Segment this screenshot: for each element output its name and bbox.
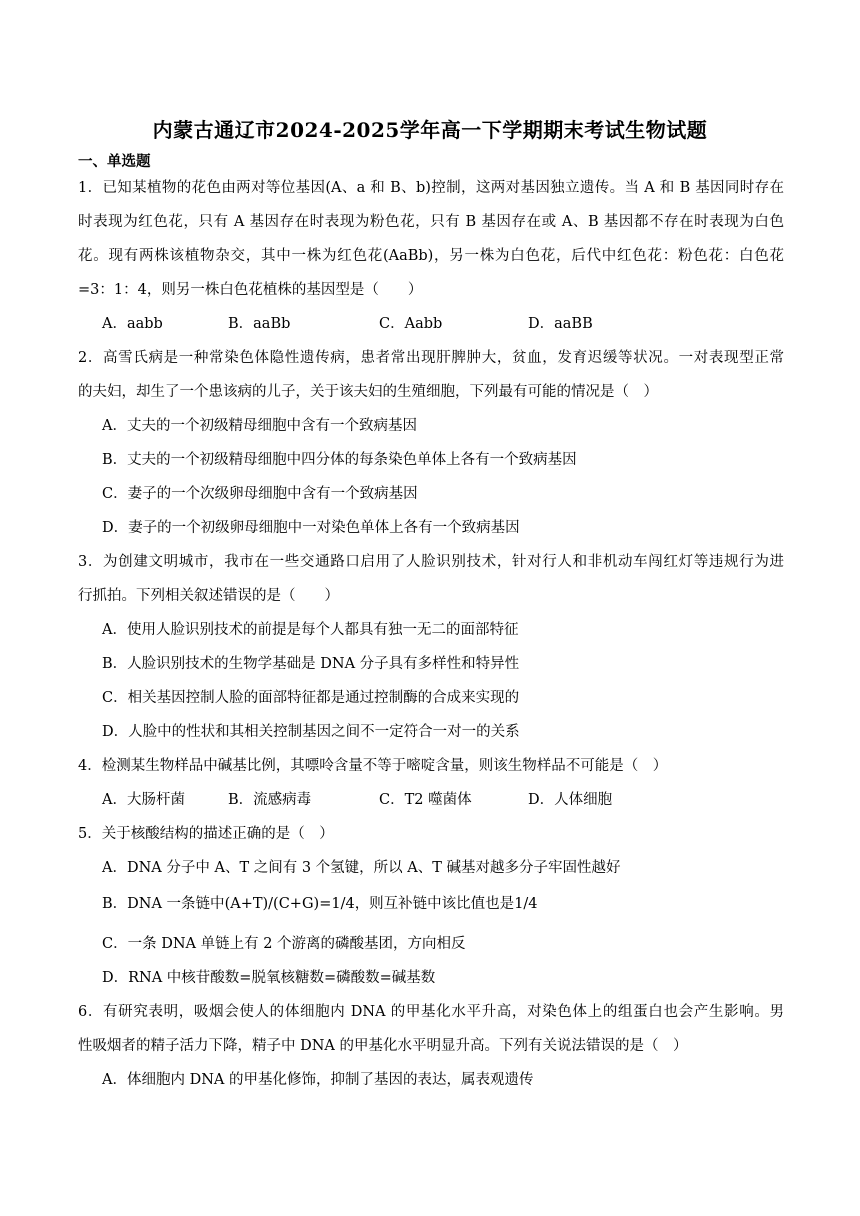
q2-option-c: C．妻子的一个次级卵母细胞中含有一个致病基因 bbox=[102, 486, 418, 502]
q3-line-1: 3．为创建文明城市，我市在一些交通路口启用了人脸识别技术，针对行人和非机动车闯红灯等违规行为进 bbox=[78, 554, 784, 570]
q1-option-a: A．aabb bbox=[102, 316, 163, 332]
section-heading: 一、单选题 bbox=[78, 153, 151, 170]
q1-option-c: C．Aabb bbox=[379, 316, 443, 332]
q6-option-a: A．体细胞内 DNA 的甲基化修饰，抑制了基因的表达，属表观遗传 bbox=[102, 1072, 534, 1088]
q5-option-b-value: 1/4 bbox=[514, 896, 538, 912]
q4-option-a: A．大肠杆菌 bbox=[102, 792, 185, 808]
q2-line-2: 的夫妇，却生了一个患该病的儿子，关于该夫妇的生殖细胞，下列最有可能的情况是（ ） bbox=[78, 384, 658, 400]
q5-option-b-text: B．DNA 一条链中 bbox=[102, 896, 225, 912]
q2-line-1: 2．高雪氏病是一种常染色体隐性遗传病，患者常出现肝脾肿大，贫血，发育迟缓等状况。一对表现型正常 bbox=[78, 350, 784, 366]
q5-option-b-text-2: ，则互补链中该比值也是 bbox=[354, 896, 515, 912]
q5-option-a: A．DNA 分子中 A、T 之间有 3 个氢键，所以 A、T 碱基对越多分子牢固性越好 bbox=[102, 860, 621, 876]
q5-option-d: D．RNA 中核苷酸数=脱氧核糖数=磷酸数=碱基数 bbox=[102, 970, 436, 986]
q3-option-c: C．相关基因控制人脸的面部特征都是通过控制酶的合成来实现的 bbox=[102, 690, 520, 706]
q3-option-b: B．人脸识别技术的生物学基础是 DNA 分子具有多样性和特异性 bbox=[102, 656, 520, 672]
q5-option-b bbox=[102, 894, 538, 914]
q5-option-c: C．一条 DNA 单链上有 2 个游离的磷酸基团，方向相反 bbox=[102, 936, 466, 952]
q6-line-2: 性吸烟者的精子活力下降，精子中 DNA 的甲基化水平明显升高。下列有关说法错误的是（ ） bbox=[78, 1038, 688, 1054]
q5-option-b-formula: (A+T)/(C+G)=1/4 bbox=[224, 896, 355, 912]
q2-option-b: B．丈夫的一个初级精母细胞中四分体的每条染色单体上各有一个致病基因 bbox=[102, 452, 577, 468]
page-title: 内蒙古通辽市2024-2025学年高一下学期期末考试生物试题 bbox=[152, 118, 708, 142]
q2-option-a: A．丈夫的一个初级精母细胞中含有一个致病基因 bbox=[102, 418, 417, 434]
q4-option-b: B．流感病毒 bbox=[228, 792, 312, 808]
q1-option-d: D．aaBB bbox=[528, 316, 593, 332]
q5-line-1: 5．关于核酸结构的描述正确的是（ ） bbox=[78, 826, 334, 842]
q1-line-2: 时表现为红色花，只有 A 基因存在时表现为粉色花，只有 B 基因存在或 A、B 基因都不存在时表现为白色 bbox=[78, 214, 784, 230]
q4-option-c: C．T2 噬菌体 bbox=[379, 792, 472, 808]
q4-line-1: 4．检测某生物样品中碱基比例，其嘌呤含量不等于嘧啶含量，则该生物样品不可能是（ ） bbox=[78, 758, 668, 774]
q1-line-1: 1．已知某植物的花色由两对等位基因(A、a 和 B、b)控制，这两对基因独立遗传。当 A 和 B 基因同时存在 bbox=[78, 180, 784, 196]
q3-option-a: A．使用人脸识别技术的前提是每个人都具有独一无二的面部特征 bbox=[102, 622, 519, 638]
q6-line-1: 6．有研究表明，吸烟会使人的体细胞内 DNA 的甲基化水平升高，对染色体上的组蛋白也会产生影响。男 bbox=[78, 1004, 784, 1020]
q1-line-3: 花。现有两株该植物杂交，其中一株为红色花(AaBb)，另一株为白色花，后代中红色花：粉色花：白色花 bbox=[78, 248, 784, 264]
q1-option-b: B．aaBb bbox=[228, 316, 291, 332]
q1-line-4: =3：1：4，则另一株白色花植株的基因型是（ ） bbox=[78, 282, 423, 298]
q4-option-d: D．人体细胞 bbox=[528, 792, 613, 808]
q2-option-d: D．妻子的一个初级卵母细胞中一对染色单体上各有一个致病基因 bbox=[102, 520, 520, 536]
q3-line-2: 行抓拍。下列相关叙述错误的是（ ） bbox=[78, 588, 339, 604]
q3-option-d: D．人脸中的性状和其相关控制基因之间不一定符合一对一的关系 bbox=[102, 724, 520, 740]
